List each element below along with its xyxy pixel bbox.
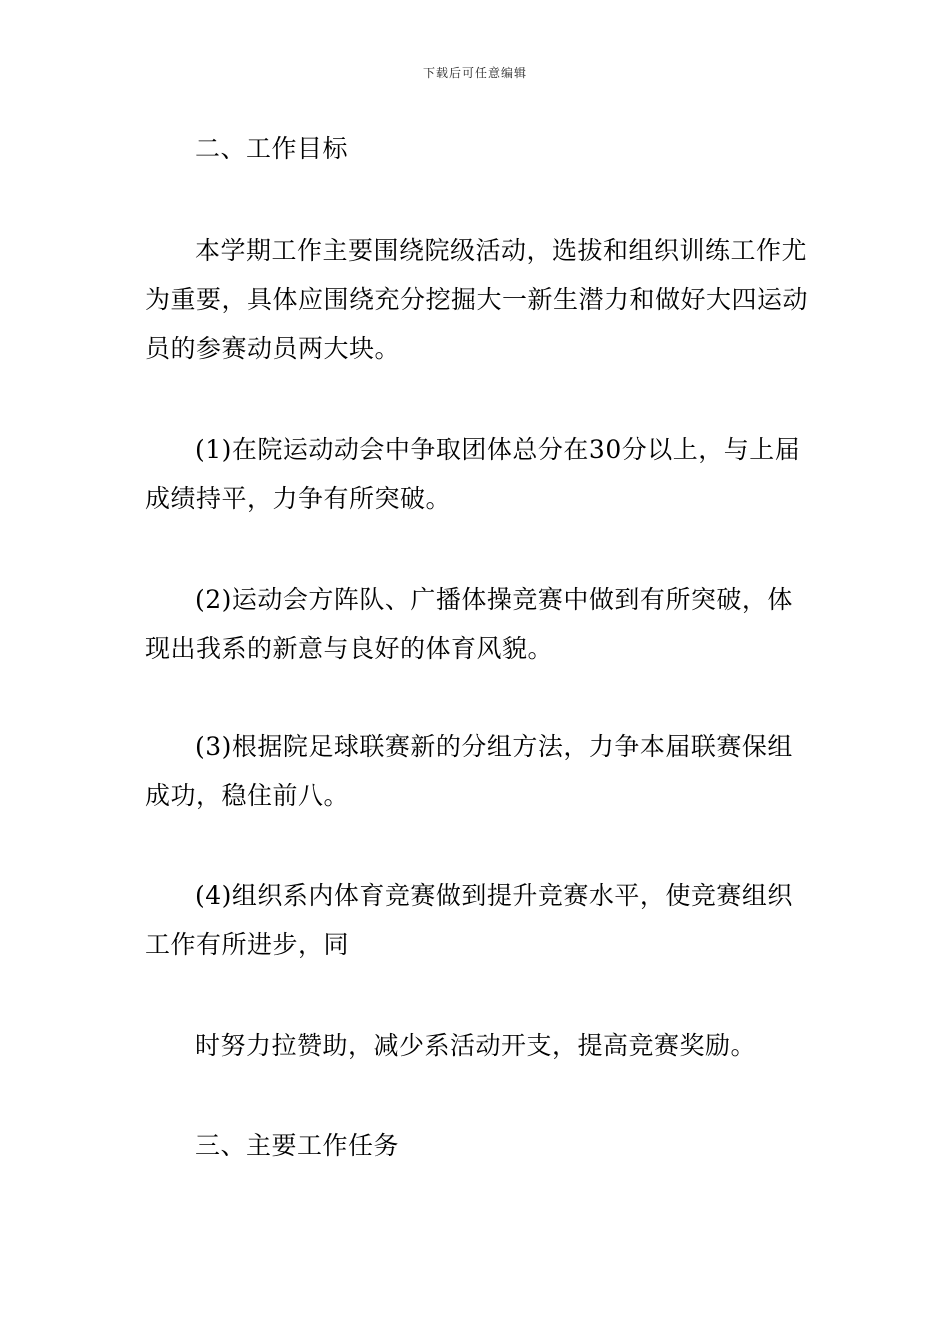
paragraph-item-4: (4)组织系内体育竞赛做到提升竞赛水平，使竞赛组织工作有所进步，同: [145, 881, 793, 959]
section-heading-tasks: 三、主要工作任务: [195, 1131, 400, 1160]
paragraph-item-1: (1)在院运动动会中争取团体总分在30分以上，与上届成绩持平，力争有所突破。: [145, 435, 801, 513]
section-heading-goals: 二、工作目标: [195, 134, 349, 163]
header-note: 下载后可任意编辑: [422, 66, 527, 80]
paragraph-item-2: (2)运动会方阵队、广播体操竞赛中做到有所突破，体现出我系的新意与良好的体育风貌。: [145, 585, 793, 663]
paragraph-item-3: (3)根据院足球联赛新的分组方法，力争本届联赛保组成功，稳住前八。: [145, 732, 793, 810]
paragraph-item-4-continued: 时努力拉赞助，减少系活动开支，提高竞赛奖励。: [195, 1031, 757, 1060]
paragraph-intro: 本学期工作主要围绕院级活动，选拔和组织训练工作尤为重要，具体应围绕充分挖掘大一新生潜力和做好大四运动员的参赛动员两大块。: [145, 236, 809, 363]
